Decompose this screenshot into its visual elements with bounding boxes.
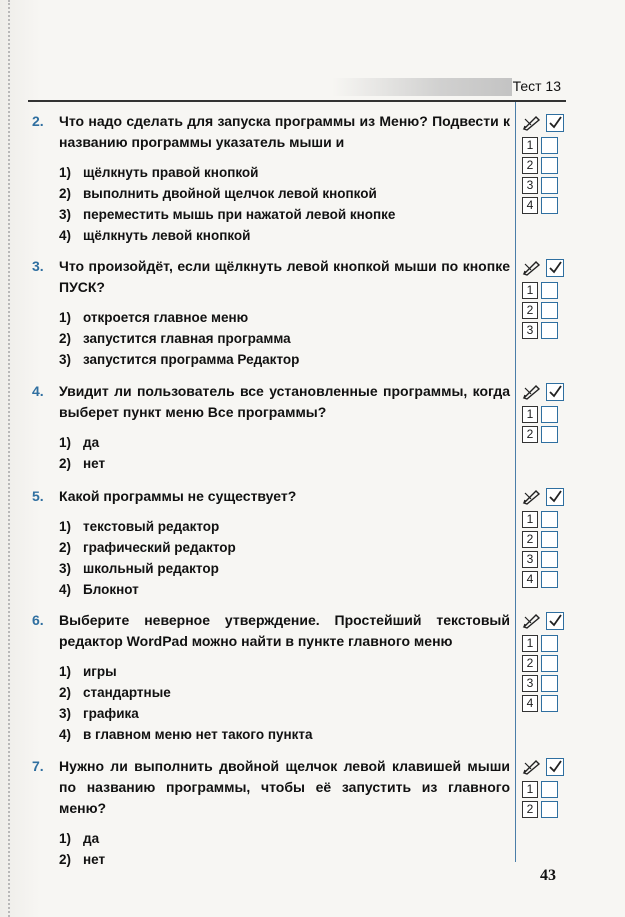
answer-row bbox=[522, 693, 570, 713]
option-item: 3) графика bbox=[59, 706, 139, 721]
answer-row bbox=[522, 175, 570, 195]
answer-row bbox=[522, 424, 570, 444]
question-7 bbox=[32, 756, 510, 870]
answer-number: 3 bbox=[522, 551, 538, 568]
answer-number: 2 bbox=[522, 531, 538, 548]
option-item: 4) Блокнот bbox=[59, 582, 139, 597]
question-number: 3. bbox=[32, 258, 44, 274]
question-text: Что надо сделать для запуска программы из Меню? Подвести к названию программы указатель мыши и bbox=[59, 113, 510, 150]
pencil-icon bbox=[522, 758, 542, 775]
answer-row bbox=[522, 509, 570, 529]
answer-number: 1 bbox=[522, 635, 538, 652]
checkmark-box[interactable] bbox=[546, 383, 564, 401]
answer-row bbox=[522, 135, 570, 155]
option-item: 4) щёлкнуть левой кнопкой bbox=[59, 228, 251, 243]
answer-row bbox=[522, 404, 570, 424]
options-list bbox=[59, 162, 510, 246]
answer-number: 3 bbox=[522, 322, 538, 339]
pencil-icon bbox=[522, 259, 542, 276]
answer-column-rule bbox=[515, 102, 516, 862]
question-3 bbox=[32, 256, 510, 370]
checkmark-icon bbox=[549, 116, 562, 129]
answer-grid-4 bbox=[522, 382, 570, 444]
answer-number: 2 bbox=[522, 157, 538, 174]
question-5 bbox=[32, 486, 510, 600]
option-item: 1) текстовый редактор bbox=[59, 519, 220, 534]
question-6 bbox=[32, 610, 510, 745]
option-item: 1) игры bbox=[59, 664, 117, 679]
checkmark-icon bbox=[549, 760, 562, 773]
answer-row bbox=[522, 569, 570, 589]
answer-box[interactable] bbox=[541, 157, 558, 174]
option-item: 2) нет bbox=[59, 456, 106, 471]
header-rule bbox=[28, 100, 566, 102]
answer-box[interactable] bbox=[541, 426, 558, 443]
answer-box[interactable] bbox=[541, 302, 558, 319]
options-list bbox=[59, 661, 510, 745]
options-list bbox=[59, 516, 510, 600]
options-list bbox=[59, 432, 510, 474]
question-text: Выберите неверное утверждение. Простейший текстовый редактор WordPad можно найти в пункте главного меню bbox=[59, 612, 510, 649]
test-label: Тест 13 bbox=[512, 78, 561, 94]
checkmark-box[interactable] bbox=[546, 259, 564, 277]
pencil-icon bbox=[522, 383, 542, 400]
answer-row bbox=[522, 300, 570, 320]
option-item: 3) запустится программа Редактор bbox=[59, 352, 300, 367]
answer-number: 3 bbox=[522, 675, 538, 692]
answer-grid-5 bbox=[522, 487, 570, 589]
page-number: 43 bbox=[540, 867, 556, 884]
answer-number: 1 bbox=[522, 282, 538, 299]
answer-box[interactable] bbox=[541, 322, 558, 339]
answer-number: 4 bbox=[522, 197, 538, 214]
pencil-icon bbox=[522, 488, 542, 505]
answer-row bbox=[522, 155, 570, 175]
option-item: 2) нет bbox=[59, 852, 106, 867]
question-4 bbox=[32, 381, 510, 474]
answer-number: 1 bbox=[522, 781, 538, 798]
answer-number: 2 bbox=[522, 302, 538, 319]
answer-row bbox=[522, 653, 570, 673]
option-item: 2) графический редактор bbox=[59, 540, 236, 555]
answer-grid-2 bbox=[522, 113, 570, 215]
pencil-icon bbox=[522, 114, 542, 131]
answer-row bbox=[522, 529, 570, 549]
checkmark-box[interactable] bbox=[546, 488, 564, 506]
answer-box[interactable] bbox=[541, 655, 558, 672]
option-item: 2) стандартные bbox=[59, 685, 171, 700]
option-item: 2) выполнить двойной щелчок левой кнопкой bbox=[59, 186, 377, 201]
answer-box[interactable] bbox=[541, 695, 558, 712]
page-header bbox=[320, 74, 563, 98]
answer-box[interactable] bbox=[541, 137, 558, 154]
answer-row bbox=[522, 195, 570, 215]
options-list bbox=[59, 307, 510, 370]
answer-number: 2 bbox=[522, 801, 538, 818]
option-item: 1) щёлкнуть правой кнопкой bbox=[59, 165, 259, 180]
emphasis-word: неверное bbox=[144, 612, 211, 628]
answer-box[interactable] bbox=[541, 511, 558, 528]
answer-number: 3 bbox=[522, 177, 538, 194]
answer-grid-6 bbox=[522, 611, 570, 713]
answer-box[interactable] bbox=[541, 571, 558, 588]
answer-box[interactable] bbox=[541, 781, 558, 798]
answer-number: 2 bbox=[522, 655, 538, 672]
question-number: 6. bbox=[32, 612, 44, 628]
answer-row bbox=[522, 633, 570, 653]
option-item: 4) в главном меню нет такого пункта bbox=[59, 727, 313, 742]
answer-row bbox=[522, 549, 570, 569]
option-item: 1) да bbox=[59, 435, 100, 450]
answer-box[interactable] bbox=[541, 177, 558, 194]
option-item: 1) да bbox=[59, 831, 100, 846]
pencil-icon bbox=[522, 612, 542, 629]
answer-box[interactable] bbox=[541, 551, 558, 568]
answer-number: 2 bbox=[522, 426, 538, 443]
binding-dotted-line bbox=[8, 0, 10, 917]
option-item: 3) переместить мышь при нажатой левой кнопке bbox=[59, 207, 396, 222]
answer-number: 1 bbox=[522, 511, 538, 528]
question-number: 5. bbox=[32, 488, 44, 504]
answer-number: 4 bbox=[522, 695, 538, 712]
answer-box[interactable] bbox=[541, 282, 558, 299]
answer-number: 1 bbox=[522, 406, 538, 423]
answer-box[interactable] bbox=[541, 675, 558, 692]
answer-box[interactable] bbox=[541, 197, 558, 214]
option-item: 2) запустится главная программа bbox=[59, 331, 291, 346]
checkmark-icon bbox=[549, 614, 562, 627]
answer-box[interactable] bbox=[541, 531, 558, 548]
question-number: 2. bbox=[32, 113, 44, 129]
answer-row bbox=[522, 280, 570, 300]
answer-row bbox=[522, 799, 570, 819]
checkmark-icon bbox=[549, 261, 562, 274]
question-number: 7. bbox=[32, 758, 44, 774]
answer-box[interactable] bbox=[541, 635, 558, 652]
checkmark-box[interactable] bbox=[546, 114, 564, 132]
answer-row bbox=[522, 779, 570, 799]
answer-number: 4 bbox=[522, 571, 538, 588]
question-2 bbox=[32, 111, 510, 246]
checkmark-icon bbox=[549, 385, 562, 398]
checkmark-icon bbox=[549, 490, 562, 503]
question-text: Увидит ли пользователь все установленные программы, когда выберет пункт меню Все программы? bbox=[59, 383, 510, 420]
checkmark-box[interactable] bbox=[546, 758, 564, 776]
option-item: 1) откроется главное меню bbox=[59, 310, 249, 325]
answer-row bbox=[522, 320, 570, 340]
question-text: Какой программы не существует? bbox=[59, 488, 297, 504]
checkmark-box[interactable] bbox=[546, 612, 564, 630]
option-item: 3) школьный редактор bbox=[59, 561, 219, 576]
answer-grid-3 bbox=[522, 258, 570, 340]
question-text: Что произойдёт, если щёлкнуть левой кнопкой мыши по кнопке ПУСК? bbox=[59, 258, 510, 295]
question-text: Нужно ли выполнить двойной щелчок левой клавишей мыши по названию программы, чтобы её запустить из главного меню? bbox=[59, 758, 510, 816]
answer-row bbox=[522, 673, 570, 693]
question-number: 4. bbox=[32, 383, 44, 399]
answer-number: 1 bbox=[522, 137, 538, 154]
answer-grid-7 bbox=[522, 757, 570, 819]
answer-box[interactable] bbox=[541, 801, 558, 818]
options-list bbox=[59, 828, 510, 870]
answer-box[interactable] bbox=[541, 406, 558, 423]
